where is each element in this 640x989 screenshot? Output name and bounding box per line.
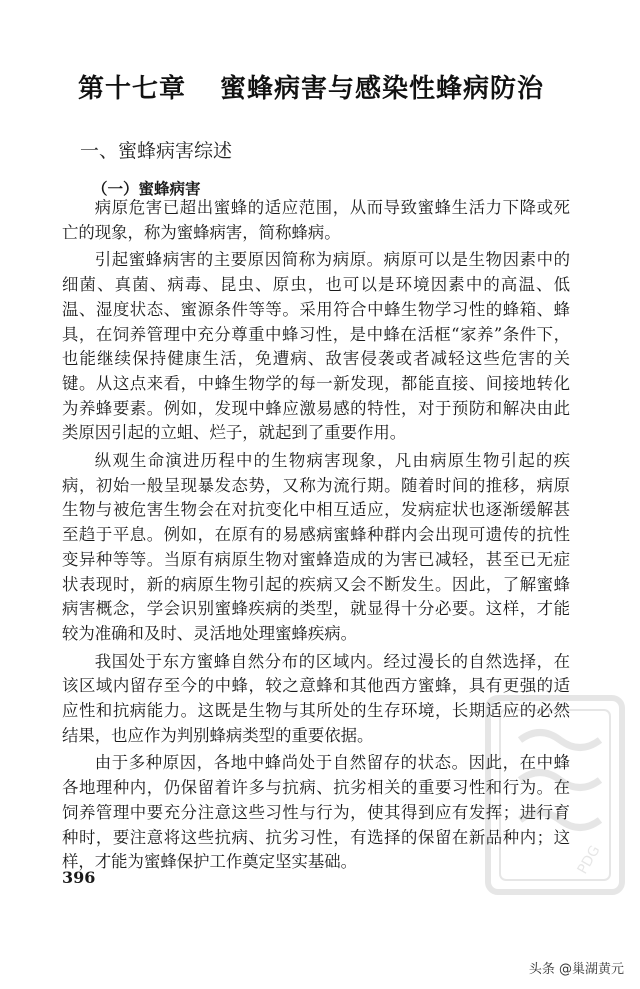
library-seal-watermark (480, 690, 630, 900)
page-number: 396 (62, 868, 96, 887)
subsection-title: （一）蜜蜂病害 (92, 180, 201, 198)
footer-credit: 头条 @巢湖黄元 (528, 962, 624, 977)
paragraph: 病原危害已超出蜜蜂的适应范围，从而导致蜜蜂生活力下降或死亡的现象，称为蜜蜂病害，简称蜂病。 (62, 198, 570, 242)
paragraph: 由于多种原因，各地中蜂尚处于自然留存的状态。因此，在中蜂各地理种内，仍保留着许多与抗病、抗劣相关的重要习性和行为。在饲养管理中要充分注意这些习性与行为，使其得到应有发挥；进行育种时，要注意将这些抗病、抗劣习性，有选择的保留在新品种内；这样，才能为蜜蜂保护工作奠定坚实基础。 (62, 753, 570, 872)
chapter-number: 第十七章 (78, 74, 187, 104)
chapter-title (78, 68, 598, 105)
paragraph: 引起蜜蜂病害的主要原因简称为病原。病原可以是生物因素中的细菌、真菌、病毒、昆虫、原虫，也可以是环境因素中的高温、低温、湿度状态、蜜源条件等等。采用符合中蜂生物学习性的蜂箱、蜂具，在饲养管理中充分尊重中蜂习性，是中蜂在活框“家养”条件下，也能继续保持健康生活，免遭病、敌害侵袭或者减轻这些危害的关键。从这点来看，中蜂生物学的每一新发现，都能直接、间接地转化为养蜂要素。例如，发现中蜂应激易感的特性，对于预防和解决由此类原因引起的立蛆、烂子，就起到了重要作用。 (62, 250, 570, 443)
paragraph: 我国处于东方蜜蜂自然分布的区域内。经过漫长的自然选择，在该区域内留存至今的中蜂，较之意蜂和其他西方蜜蜂，具有更强的适应性和抗病能力。这既是生物与其所处的生存环境，长期适应的必然结果，也应作为判别蜂病类型的重要依据。 (62, 651, 570, 745)
chapter-name: 蜜蜂病害与感染性蜂病防治 (220, 74, 545, 104)
watermark-text: PDG (574, 842, 604, 877)
section-title: 一、蜜蜂病害综述 (80, 140, 233, 162)
paragraph: 纵观生命演进历程中的生物病害现象，凡由病原生物引起的疾病，初始一般呈现暴发态势，又称为流行期。随着时间的推移，病原生物与被危害生物会在对抗变化中相互适应，发病症状也逐渐缓解甚至趋于平息。例如，在原有的易感病蜜蜂种群内会出现可遗传的抗性变异种等等。当原有病原生物对蜜蜂造成的为害已减轻，甚至已无症状表现时，新的病原生物引起的疾病又会不断发生。因此，了解蜜蜂病害概念，学会识别蜜蜂疾病的类型，就显得十分必要。这样，才能较为准确和及时、灵活地处理蜜蜂疾病。 (62, 451, 570, 643)
